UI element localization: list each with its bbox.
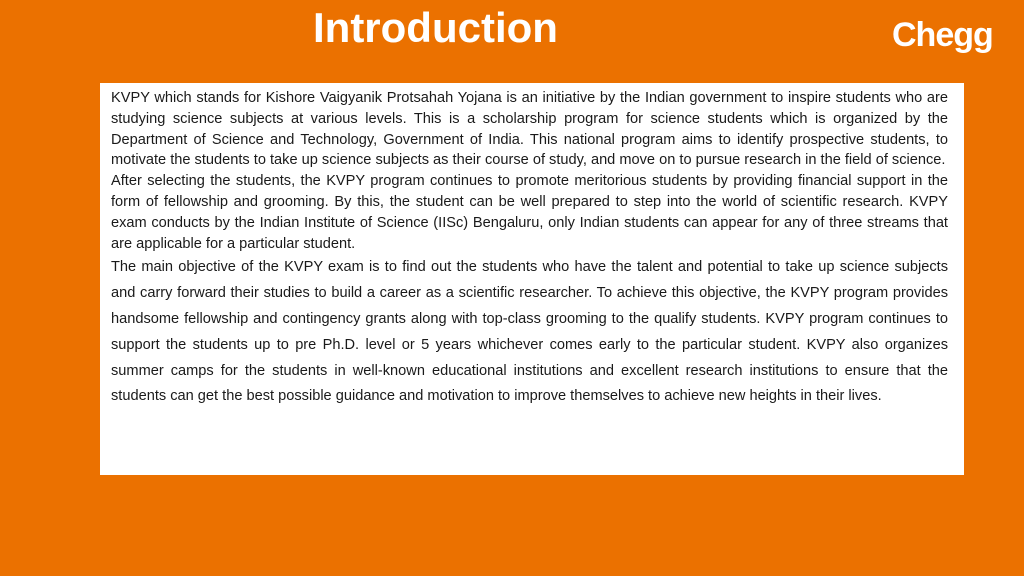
paragraph-intro: KVPY which stands for Kishore Vaigyanik Protsahah Yojana is an initiative by the Indian government to inspire students who are studying science subjects at various levels. This is a scholarship program for science students which is organized by the Department of Science and Technology, Government of India. This national program aims to identify prospective students, to motivate the students to take up science subjects as their course of study, and move on to pursue research in the field of science. — [111, 90, 948, 169]
paragraph-selection: After selecting the students, the KVPY program continues to promote meritorious students by providing financial support in the form of fellowship and grooming. By this, the student can be well prepared to step into the world of scientific research. KVPY exam conducts by the Indian Institute of Science (IISc) Bengaluru, only Indian students can appear for any of three streams that are applicable for a particular student. — [111, 173, 948, 252]
content-panel — [100, 83, 964, 475]
slide-title: Introduction — [313, 4, 558, 51]
paragraph-objective: The main objective of the KVPY exam is to find out the students who have the talent and potential to take up science subjects and carry forward their studies to build a career as a scientific researcher. To achieve this objective, the KVPY program provides handsome fellowship and contingency grants along with top-class grooming to the qualify students. KVPY program continues to support the students up to pre Ph.D. level or 5 years whichever comes early to the particular student. KVPY also organizes summer camps for the students in well-known educational institutions and excellent research institutions to ensure that the students can get the best possible guidance and motivation to improve themselves to achieve new heights in their lives. — [111, 259, 948, 405]
chegg-logo: Chegg — [892, 16, 993, 54]
